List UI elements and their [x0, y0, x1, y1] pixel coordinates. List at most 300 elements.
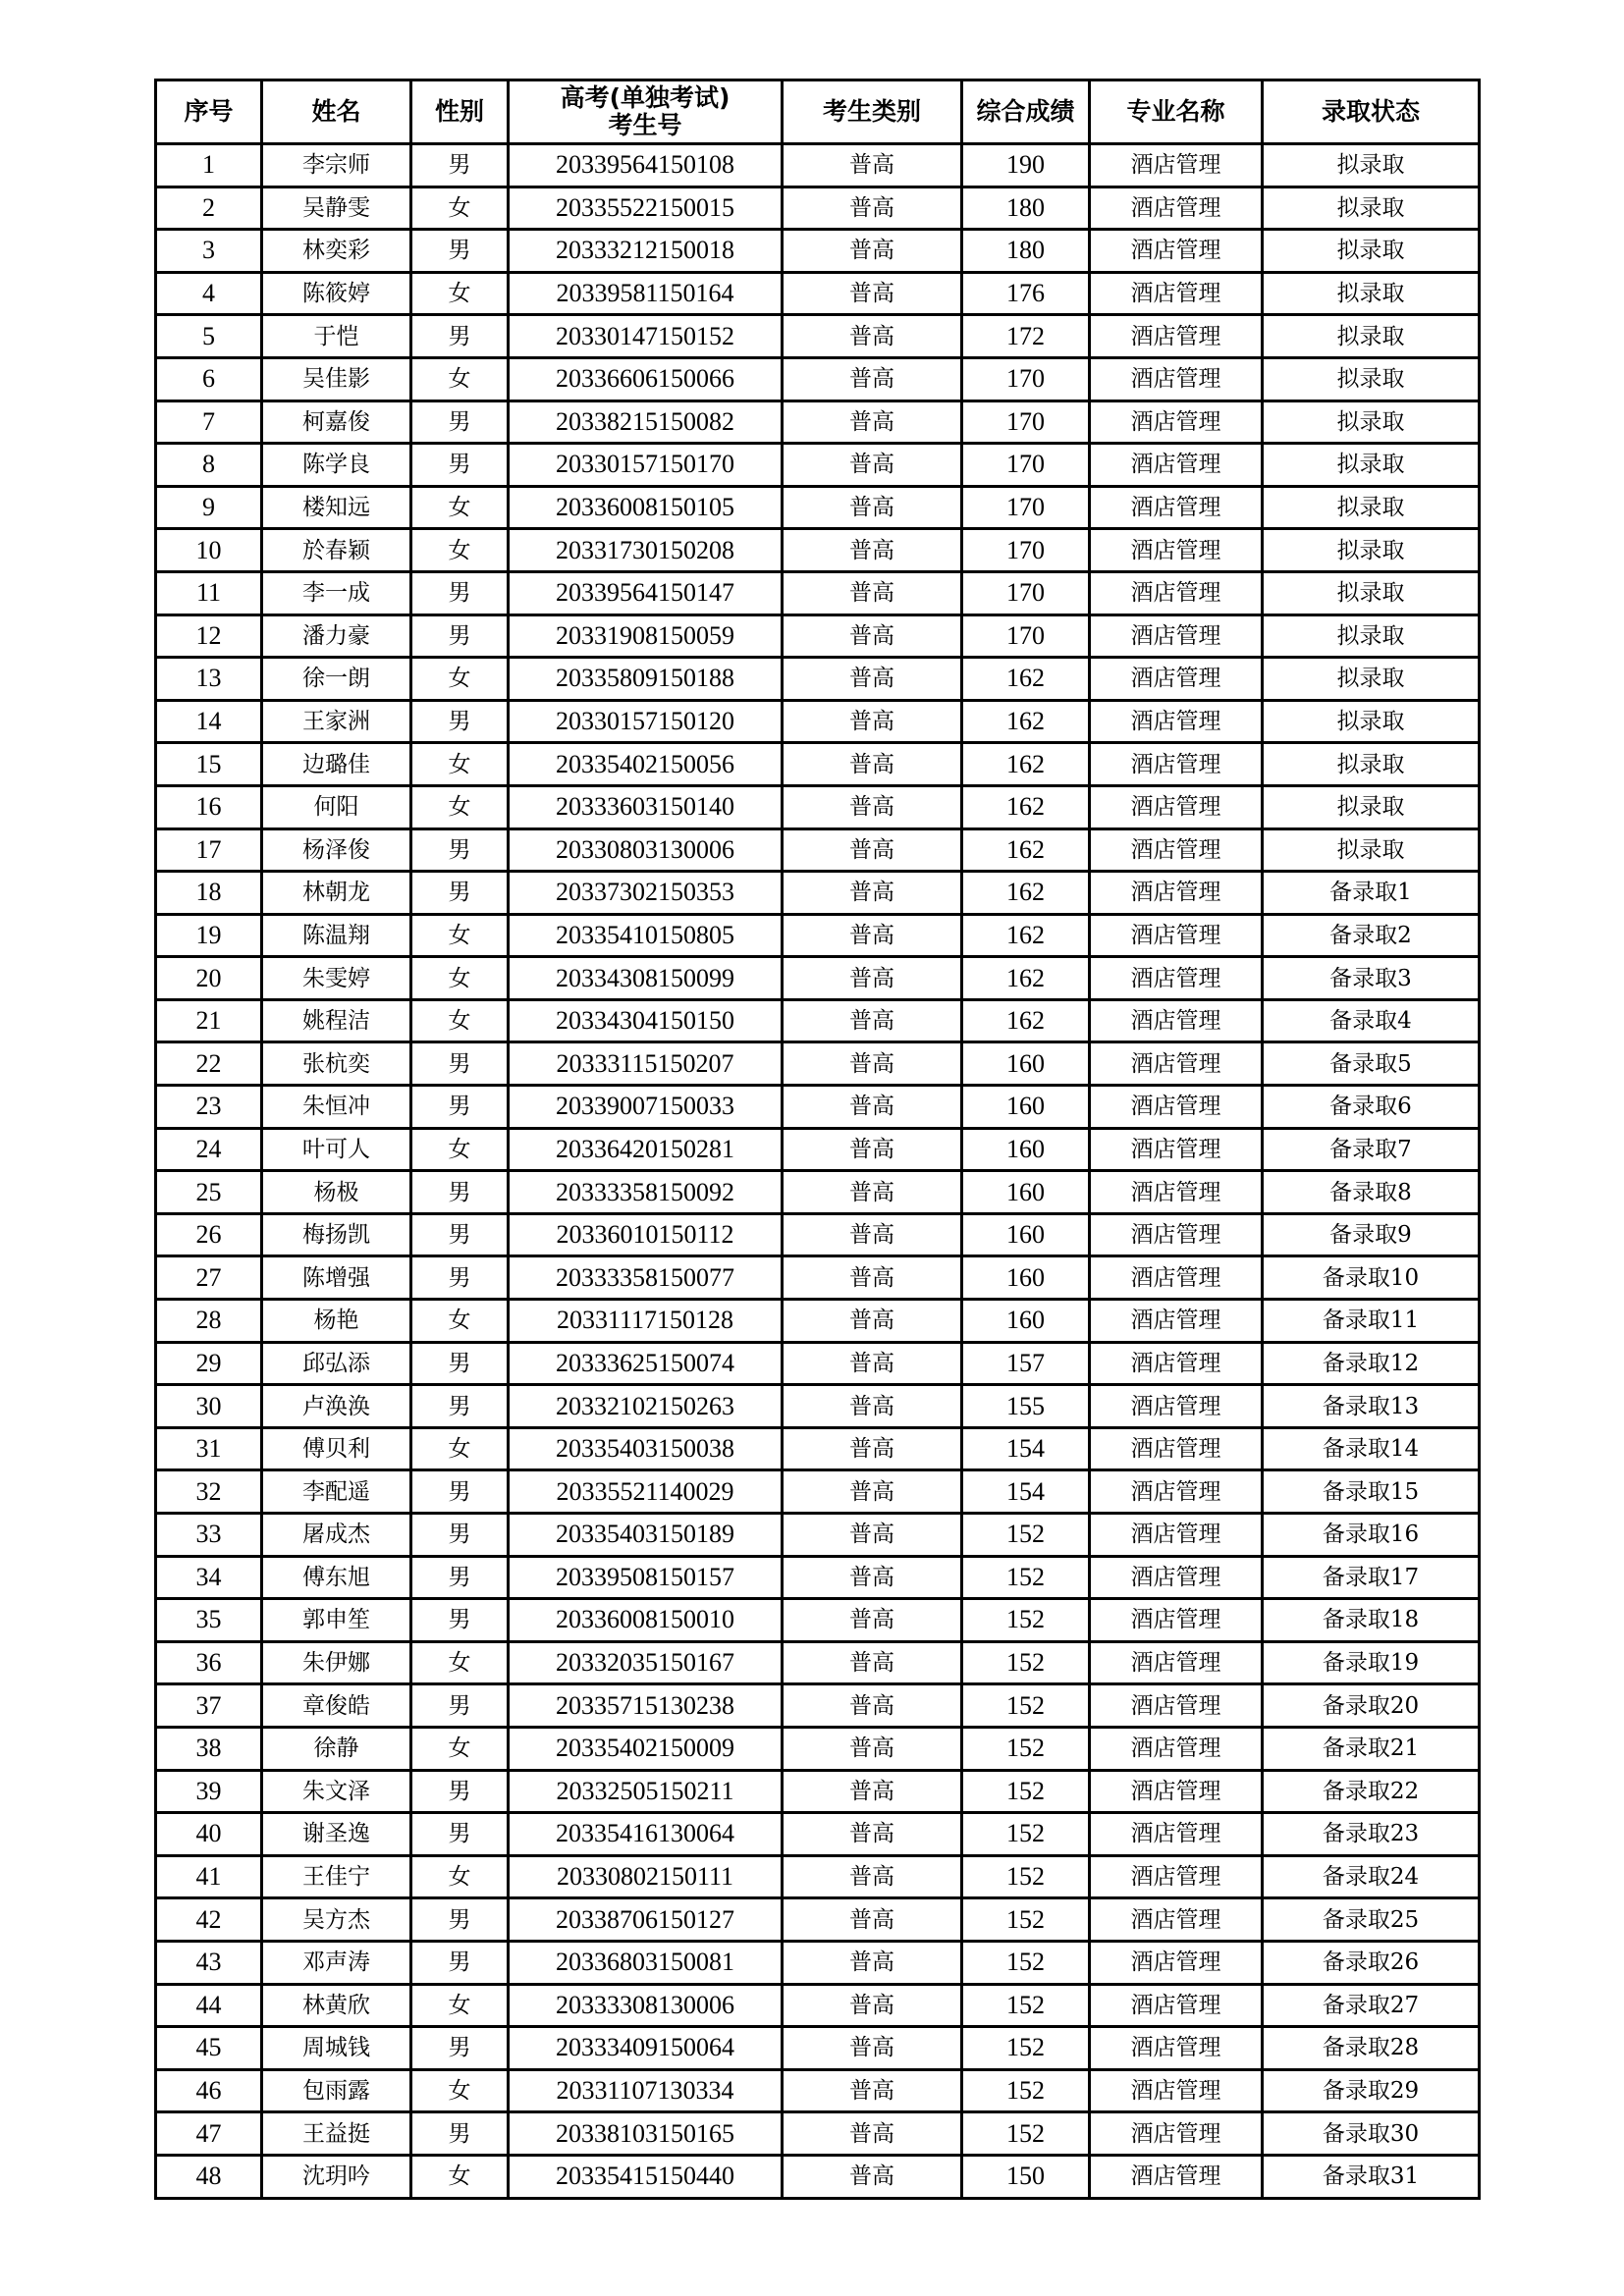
cell-score: 170	[962, 529, 1090, 572]
table-row	[156, 2027, 1480, 2070]
cell-score: 170	[962, 571, 1090, 614]
cell-major: 酒店管理	[1090, 486, 1263, 529]
cell-major: 酒店管理	[1090, 828, 1263, 872]
cell-score: 160	[962, 1171, 1090, 1214]
table-row	[156, 230, 1480, 273]
cell-exam-id: 20339564150108	[509, 144, 783, 187]
cell-status: 备录取17	[1263, 1556, 1480, 1599]
cell-name: 边璐佳	[262, 743, 411, 786]
cell-gender: 女	[411, 357, 509, 400]
cell-status: 拟录取	[1263, 743, 1480, 786]
cell-name: 傅东旭	[262, 1556, 411, 1599]
cell-category: 普高	[783, 1770, 962, 1813]
cell-name: 王佳宁	[262, 1855, 411, 1898]
cell-index: 45	[156, 2027, 262, 2070]
cell-major: 酒店管理	[1090, 2112, 1263, 2156]
cell-score: 170	[962, 357, 1090, 400]
cell-name: 陈增强	[262, 1256, 411, 1300]
cell-major: 酒店管理	[1090, 1941, 1263, 1984]
cell-major: 酒店管理	[1090, 1855, 1263, 1898]
cell-major: 酒店管理	[1090, 1556, 1263, 1599]
cell-index: 32	[156, 1470, 262, 1514]
cell-major: 酒店管理	[1090, 444, 1263, 487]
cell-name: 吴佳影	[262, 357, 411, 400]
cell-gender: 男	[411, 1813, 509, 1856]
table-row	[156, 2155, 1480, 2198]
cell-index: 12	[156, 614, 262, 658]
cell-gender: 女	[411, 957, 509, 1000]
cell-gender: 女	[411, 914, 509, 957]
cell-name: 陈温翔	[262, 914, 411, 957]
cell-category: 普高	[783, 1984, 962, 2027]
table-row	[156, 1813, 1480, 1856]
cell-score: 160	[962, 1086, 1090, 1129]
table-row	[156, 1684, 1480, 1728]
cell-status: 拟录取	[1263, 828, 1480, 872]
cell-gender: 女	[411, 1300, 509, 1343]
cell-status: 备录取3	[1263, 957, 1480, 1000]
cell-exam-id: 20339581150164	[509, 272, 783, 315]
cell-index: 28	[156, 1300, 262, 1343]
cell-gender: 男	[411, 1770, 509, 1813]
cell-name: 林朝龙	[262, 872, 411, 915]
cell-gender: 男	[411, 700, 509, 743]
cell-index: 26	[156, 1213, 262, 1256]
header-major: 专业名称	[1090, 80, 1263, 144]
cell-gender: 男	[411, 872, 509, 915]
cell-score: 162	[962, 957, 1090, 1000]
cell-status: 备录取7	[1263, 1128, 1480, 1171]
cell-exam-id: 20336420150281	[509, 1128, 783, 1171]
cell-major: 酒店管理	[1090, 1427, 1263, 1470]
cell-exam-id: 20335521140029	[509, 1470, 783, 1514]
admission-table	[154, 79, 1481, 2200]
cell-category: 普高	[783, 957, 962, 1000]
cell-category: 普高	[783, 1599, 962, 1642]
cell-exam-id: 20330157150120	[509, 700, 783, 743]
cell-index: 18	[156, 872, 262, 915]
cell-name: 吴方杰	[262, 1898, 411, 1942]
cell-category: 普高	[783, 700, 962, 743]
cell-score: 152	[962, 1813, 1090, 1856]
table-row	[156, 144, 1480, 187]
cell-category: 普高	[783, 828, 962, 872]
cell-exam-id: 20335715130238	[509, 1684, 783, 1728]
table-row	[156, 872, 1480, 915]
cell-name: 邱弘添	[262, 1342, 411, 1385]
cell-status: 备录取25	[1263, 1898, 1480, 1942]
cell-status: 拟录取	[1263, 444, 1480, 487]
cell-index: 40	[156, 1813, 262, 1856]
cell-major: 酒店管理	[1090, 999, 1263, 1042]
cell-exam-id: 20333308130006	[509, 1984, 783, 2027]
cell-index: 42	[156, 1898, 262, 1942]
cell-exam-id: 20338706150127	[509, 1898, 783, 1942]
cell-gender: 女	[411, 1641, 509, 1684]
header-row	[156, 80, 1480, 144]
cell-gender: 男	[411, 1342, 509, 1385]
cell-name: 於春颖	[262, 529, 411, 572]
cell-index: 35	[156, 1599, 262, 1642]
cell-status: 备录取13	[1263, 1385, 1480, 1428]
cell-exam-id: 20338215150082	[509, 400, 783, 444]
cell-major: 酒店管理	[1090, 1813, 1263, 1856]
cell-category: 普高	[783, 1086, 962, 1129]
cell-status: 拟录取	[1263, 529, 1480, 572]
cell-score: 160	[962, 1042, 1090, 1086]
cell-name: 吴静雯	[262, 187, 411, 230]
cell-index: 2	[156, 187, 262, 230]
cell-category: 普高	[783, 1300, 962, 1343]
cell-name: 徐一朗	[262, 658, 411, 701]
cell-exam-id: 20332035150167	[509, 1641, 783, 1684]
cell-major: 酒店管理	[1090, 1128, 1263, 1171]
cell-gender: 男	[411, 1556, 509, 1599]
cell-major: 酒店管理	[1090, 872, 1263, 915]
cell-score: 162	[962, 914, 1090, 957]
cell-name: 张杭奕	[262, 1042, 411, 1086]
cell-score: 152	[962, 1599, 1090, 1642]
cell-status: 拟录取	[1263, 614, 1480, 658]
cell-status: 备录取26	[1263, 1941, 1480, 1984]
cell-gender: 女	[411, 2155, 509, 2198]
cell-major: 酒店管理	[1090, 1984, 1263, 2027]
cell-index: 34	[156, 1556, 262, 1599]
cell-category: 普高	[783, 1727, 962, 1770]
cell-status: 备录取28	[1263, 2027, 1480, 2070]
cell-name: 陈筱婷	[262, 272, 411, 315]
cell-category: 普高	[783, 1898, 962, 1942]
table-row	[156, 1898, 1480, 1942]
table-row	[156, 1213, 1480, 1256]
cell-index: 27	[156, 1256, 262, 1300]
table-row	[156, 187, 1480, 230]
header-index: 序号	[156, 80, 262, 144]
cell-status: 备录取8	[1263, 1171, 1480, 1214]
cell-status: 备录取27	[1263, 1984, 1480, 2027]
table-row	[156, 1342, 1480, 1385]
table-row	[156, 700, 1480, 743]
cell-name: 杨泽俊	[262, 828, 411, 872]
cell-category: 普高	[783, 1556, 962, 1599]
cell-index: 16	[156, 785, 262, 828]
cell-gender: 男	[411, 2112, 509, 2156]
cell-gender: 女	[411, 272, 509, 315]
cell-exam-id: 20339564150147	[509, 571, 783, 614]
cell-gender: 男	[411, 1470, 509, 1514]
cell-score: 180	[962, 230, 1090, 273]
cell-index: 15	[156, 743, 262, 786]
cell-major: 酒店管理	[1090, 1727, 1263, 1770]
cell-index: 22	[156, 1042, 262, 1086]
cell-gender: 女	[411, 999, 509, 1042]
cell-gender: 女	[411, 486, 509, 529]
cell-exam-id: 20333409150064	[509, 2027, 783, 2070]
cell-name: 杨艳	[262, 1300, 411, 1343]
cell-status: 备录取21	[1263, 1727, 1480, 1770]
cell-score: 152	[962, 1898, 1090, 1942]
cell-gender: 女	[411, 1128, 509, 1171]
cell-gender: 女	[411, 1984, 509, 2027]
cell-exam-id: 20331107130334	[509, 2069, 783, 2112]
cell-name: 王益挺	[262, 2112, 411, 2156]
cell-name: 周城钱	[262, 2027, 411, 2070]
cell-status: 备录取4	[1263, 999, 1480, 1042]
cell-name: 王家洲	[262, 700, 411, 743]
cell-category: 普高	[783, 1385, 962, 1428]
cell-category: 普高	[783, 444, 962, 487]
cell-gender: 女	[411, 1855, 509, 1898]
cell-gender: 女	[411, 1727, 509, 1770]
cell-major: 酒店管理	[1090, 914, 1263, 957]
cell-category: 普高	[783, 999, 962, 1042]
cell-score: 152	[962, 2069, 1090, 2112]
cell-index: 3	[156, 230, 262, 273]
cell-status: 拟录取	[1263, 658, 1480, 701]
cell-gender: 女	[411, 785, 509, 828]
cell-major: 酒店管理	[1090, 272, 1263, 315]
cell-status: 备录取15	[1263, 1470, 1480, 1514]
cell-name: 柯嘉俊	[262, 400, 411, 444]
table-row	[156, 357, 1480, 400]
cell-score: 154	[962, 1470, 1090, 1514]
cell-gender: 男	[411, 1171, 509, 1214]
cell-status: 备录取5	[1263, 1042, 1480, 1086]
cell-score: 162	[962, 658, 1090, 701]
cell-exam-id: 20335410150805	[509, 914, 783, 957]
header-gender: 性别	[411, 80, 509, 144]
cell-gender: 男	[411, 2027, 509, 2070]
cell-gender: 男	[411, 1086, 509, 1129]
cell-index: 7	[156, 400, 262, 444]
header-name: 姓名	[262, 80, 411, 144]
cell-major: 酒店管理	[1090, 614, 1263, 658]
cell-exam-id: 20334304150150	[509, 999, 783, 1042]
cell-exam-id: 20331117150128	[509, 1300, 783, 1343]
cell-exam-id: 20339007150033	[509, 1086, 783, 1129]
cell-category: 普高	[783, 1470, 962, 1514]
cell-exam-id: 20332102150263	[509, 1385, 783, 1428]
cell-status: 备录取10	[1263, 1256, 1480, 1300]
table-row	[156, 315, 1480, 358]
table-row	[156, 1427, 1480, 1470]
cell-status: 拟录取	[1263, 571, 1480, 614]
table-row	[156, 444, 1480, 487]
cell-name: 叶可人	[262, 1128, 411, 1171]
cell-status: 备录取16	[1263, 1514, 1480, 1557]
table-row	[156, 658, 1480, 701]
table-row	[156, 914, 1480, 957]
cell-major: 酒店管理	[1090, 357, 1263, 400]
cell-score: 180	[962, 187, 1090, 230]
cell-score: 152	[962, 1684, 1090, 1728]
cell-index: 29	[156, 1342, 262, 1385]
table-row	[156, 529, 1480, 572]
cell-status: 备录取20	[1263, 1684, 1480, 1728]
cell-gender: 男	[411, 1385, 509, 1428]
cell-name: 林奕彩	[262, 230, 411, 273]
cell-score: 152	[962, 1641, 1090, 1684]
cell-status: 拟录取	[1263, 700, 1480, 743]
cell-category: 普高	[783, 2027, 962, 2070]
cell-status: 备录取14	[1263, 1427, 1480, 1470]
cell-index: 37	[156, 1684, 262, 1728]
table-row	[156, 272, 1480, 315]
cell-index: 43	[156, 1941, 262, 1984]
cell-category: 普高	[783, 1128, 962, 1171]
cell-index: 4	[156, 272, 262, 315]
cell-category: 普高	[783, 1855, 962, 1898]
cell-score: 170	[962, 614, 1090, 658]
cell-exam-id: 20330802150111	[509, 1855, 783, 1898]
cell-name: 朱恒冲	[262, 1086, 411, 1129]
cell-major: 酒店管理	[1090, 1256, 1263, 1300]
cell-status: 备录取29	[1263, 2069, 1480, 2112]
cell-exam-id: 20331730150208	[509, 529, 783, 572]
cell-exam-id: 20335415150440	[509, 2155, 783, 2198]
cell-name: 楼知远	[262, 486, 411, 529]
cell-status: 拟录取	[1263, 785, 1480, 828]
cell-category: 普高	[783, 400, 962, 444]
table-row	[156, 1556, 1480, 1599]
cell-score: 162	[962, 743, 1090, 786]
cell-score: 152	[962, 1556, 1090, 1599]
cell-status: 备录取6	[1263, 1086, 1480, 1129]
cell-gender: 男	[411, 444, 509, 487]
cell-gender: 女	[411, 658, 509, 701]
table-row	[156, 2112, 1480, 2156]
cell-category: 普高	[783, 1427, 962, 1470]
cell-major: 酒店管理	[1090, 1171, 1263, 1214]
table-row	[156, 743, 1480, 786]
cell-gender: 女	[411, 529, 509, 572]
cell-status: 备录取11	[1263, 1300, 1480, 1343]
cell-score: 162	[962, 700, 1090, 743]
cell-gender: 男	[411, 315, 509, 358]
cell-gender: 男	[411, 1599, 509, 1642]
cell-name: 卢涣涣	[262, 1385, 411, 1428]
header-exam-id-line1: 高考(单独考试)	[560, 83, 731, 112]
cell-category: 普高	[783, 2112, 962, 2156]
table-row	[156, 1470, 1480, 1514]
cell-category: 普高	[783, 914, 962, 957]
cell-major: 酒店管理	[1090, 1514, 1263, 1557]
cell-exam-id: 20333603150140	[509, 785, 783, 828]
cell-name: 何阳	[262, 785, 411, 828]
cell-category: 普高	[783, 1514, 962, 1557]
cell-status: 拟录取	[1263, 486, 1480, 529]
cell-name: 徐静	[262, 1727, 411, 1770]
cell-score: 170	[962, 400, 1090, 444]
cell-exam-id: 20336803150081	[509, 1941, 783, 1984]
cell-category: 普高	[783, 230, 962, 273]
header-exam-id-line2: 考生号	[608, 111, 682, 139]
cell-name: 朱文泽	[262, 1770, 411, 1813]
cell-name: 郭申笙	[262, 1599, 411, 1642]
cell-index: 48	[156, 2155, 262, 2198]
table-row	[156, 999, 1480, 1042]
cell-gender: 男	[411, 144, 509, 187]
cell-name: 李配遥	[262, 1470, 411, 1514]
cell-exam-id: 20335403150038	[509, 1427, 783, 1470]
cell-score: 162	[962, 872, 1090, 915]
cell-major: 酒店管理	[1090, 2027, 1263, 2070]
cell-index: 24	[156, 1128, 262, 1171]
cell-major: 酒店管理	[1090, 1385, 1263, 1428]
cell-gender: 男	[411, 1213, 509, 1256]
cell-major: 酒店管理	[1090, 1770, 1263, 1813]
cell-gender: 女	[411, 2069, 509, 2112]
cell-gender: 女	[411, 743, 509, 786]
cell-exam-id: 20330157150170	[509, 444, 783, 487]
cell-index: 13	[156, 658, 262, 701]
table-row	[156, 1855, 1480, 1898]
cell-major: 酒店管理	[1090, 144, 1263, 187]
cell-category: 普高	[783, 486, 962, 529]
table-row	[156, 1171, 1480, 1214]
cell-category: 普高	[783, 1941, 962, 1984]
cell-name: 朱雯婷	[262, 957, 411, 1000]
cell-index: 20	[156, 957, 262, 1000]
cell-category: 普高	[783, 743, 962, 786]
cell-category: 普高	[783, 571, 962, 614]
cell-name: 林黄欣	[262, 1984, 411, 2027]
cell-exam-id: 20336606150066	[509, 357, 783, 400]
cell-name: 杨极	[262, 1171, 411, 1214]
cell-score: 152	[962, 1941, 1090, 1984]
cell-score: 190	[962, 144, 1090, 187]
table-row	[156, 1256, 1480, 1300]
cell-score: 170	[962, 444, 1090, 487]
header-score: 综合成绩	[962, 80, 1090, 144]
cell-exam-id: 20330803130006	[509, 828, 783, 872]
cell-index: 9	[156, 486, 262, 529]
cell-category: 普高	[783, 144, 962, 187]
cell-name: 李一成	[262, 571, 411, 614]
cell-gender: 男	[411, 571, 509, 614]
table-row	[156, 1727, 1480, 1770]
cell-score: 160	[962, 1213, 1090, 1256]
cell-exam-id: 20335402150009	[509, 1727, 783, 1770]
cell-major: 酒店管理	[1090, 1641, 1263, 1684]
table-row	[156, 1770, 1480, 1813]
cell-major: 酒店管理	[1090, 658, 1263, 701]
cell-category: 普高	[783, 529, 962, 572]
table-row	[156, 828, 1480, 872]
cell-status: 备录取12	[1263, 1342, 1480, 1385]
cell-score: 152	[962, 1855, 1090, 1898]
cell-exam-id: 20335402150056	[509, 743, 783, 786]
cell-score: 160	[962, 1128, 1090, 1171]
cell-major: 酒店管理	[1090, 743, 1263, 786]
cell-gender: 男	[411, 1256, 509, 1300]
cell-name: 邓声涛	[262, 1941, 411, 1984]
cell-major: 酒店管理	[1090, 529, 1263, 572]
cell-category: 普高	[783, 1213, 962, 1256]
table-row	[156, 1042, 1480, 1086]
cell-status: 备录取9	[1263, 1213, 1480, 1256]
cell-name: 傅贝利	[262, 1427, 411, 1470]
table-row	[156, 614, 1480, 658]
table-row	[156, 1514, 1480, 1557]
cell-score: 150	[962, 2155, 1090, 2198]
cell-score: 170	[962, 486, 1090, 529]
cell-major: 酒店管理	[1090, 1898, 1263, 1942]
cell-category: 普高	[783, 315, 962, 358]
cell-major: 酒店管理	[1090, 187, 1263, 230]
cell-exam-id: 20339508150157	[509, 1556, 783, 1599]
cell-exam-id: 20330147150152	[509, 315, 783, 358]
